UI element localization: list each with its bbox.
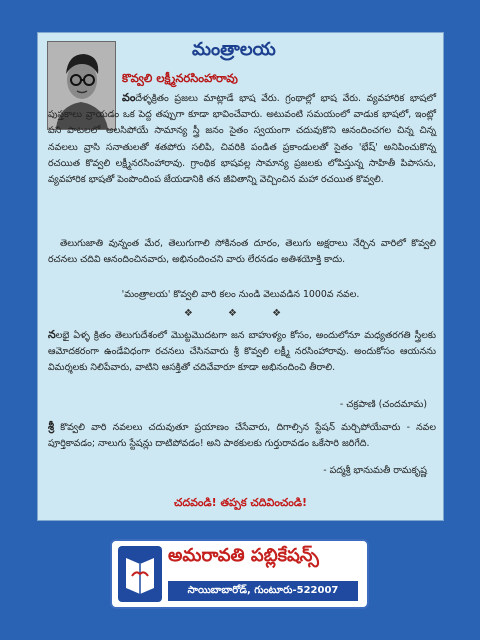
review-attribution-1: - చక్రపాణి (చందమామ): [339, 399, 427, 410]
drop-letter: న: [48, 328, 56, 341]
author-name: కొవ్వలి లక్ష్మీనరసింహారావు: [122, 71, 238, 85]
paragraph-text: దేళ్ళక్రితం ప్రజలు మాట్లాడే భాష వేరు. గ్రంథాల్లో భాష వేరు. వ్యవహారిక భాషలో పుస్తకాలు వ్రాయడం ఒక పెద్ద తప్పుగా కూడా భావించేవారు. అటువంటి సమయంలో వాడుక భాషలో, ఇంట్లో పని పాటలలో అలసిపోయే సామాన్య స్త్రీ జనం సైతం స్వయంగా చదువుకొని ఆనందించగల చిన్న చిన్న నవలలు వ్రాసి సనాతులతో శతపోరు సలిపి, చివరికి పండిత ప్రకాండులతో సైతం 'భేష్' అనిపించుకొన్న రచయిత కొవ్వలి లక్ష్మీనరసింహారావు. గ్రాంథిక భాషవల్ల సామాన్య ప్రజలకు లోపిస్తున్న సాహితీ పిపాసను, వ్యవహారిక భాషతో పెంపొందింప జేయడానికి తన జీవితాన్ని వెచ్చించిన మహా రచయిత కొవ్వలి.: [48, 93, 436, 186]
drop-letter: వం: [122, 91, 136, 104]
thousandth-novel-tagline: 'మంత్రాలయ' కొవ్వలి వారి కలం నుండి వెలువడిన 1000వ నవల.: [121, 289, 360, 300]
publisher-badge: [110, 539, 369, 609]
book-title: మంత్రాలయ: [192, 39, 276, 60]
back-cover-panel: [37, 32, 444, 521]
diamond-divider-icon: ❖ ❖ ❖: [183, 308, 298, 319]
read-slogan: చదవండి! తప్పక చదివించండి!: [173, 496, 308, 509]
review-paragraph-1: [48, 327, 436, 377]
paragraph-text: లభై ఏళ్ళ క్రితం తెలుగుదేశంలో మొట్టమొదటగా జన బాహుళ్యం కోసం, అందులోనూ మధ్యతరగతి స్త్రీలకు ఆమోదకరంగా ఉండేవిధంగా రచనలు చేసినవారు శ్రీ కొవ్వలి లక్ష్మీ నరసింహారావు. అందుకోసం ఆయనను విమర్శలకు నిలిపేవారు, వాటిని ఆసక్తితో చదివేవారూ కూడా అభినందించి తీరాలి.: [48, 330, 436, 374]
review-paragraph-2: [48, 419, 436, 452]
paragraph-text: కొవ్వలి వారి నవలలు చదువుతూ ప్రయాణం చేసేవారు, దిగాల్సిన స్టేషన్ మర్చిపోయేవారు - నవల పూర్తికావడం; నాలుగు స్టేషన్లు దాటిపోవడం! అని పాఠకులకు గుర్తురావడం ఒకేసారి జరిగేది.: [48, 422, 436, 450]
publisher-address: సాయిబాబారోడ్, గుంటూరు-522007: [168, 581, 358, 601]
publisher-name: అమరావతి పబ్లికేషన్స్: [168, 545, 319, 566]
book-hand-logo-icon: [118, 546, 162, 602]
review-attribution-2: - పద్మశ్రీ భానుమతీ రామకృష్ణ: [323, 465, 427, 476]
description-paragraph-1: [48, 90, 436, 188]
description-paragraph-2: తెలుగుజాతి వున్నంత మేర, తెలుగుగాలి సోకినంత దూరం, తెలుగు అక్షరాలు నేర్చిన వారిలో కొవ్వలి రచనలు చదివి ఆనందించినవారు, అభినందించని వారు లేరనడం అతిశయోక్తి కాదు.: [48, 238, 436, 266]
drop-letter: శ్రీ: [48, 420, 55, 433]
